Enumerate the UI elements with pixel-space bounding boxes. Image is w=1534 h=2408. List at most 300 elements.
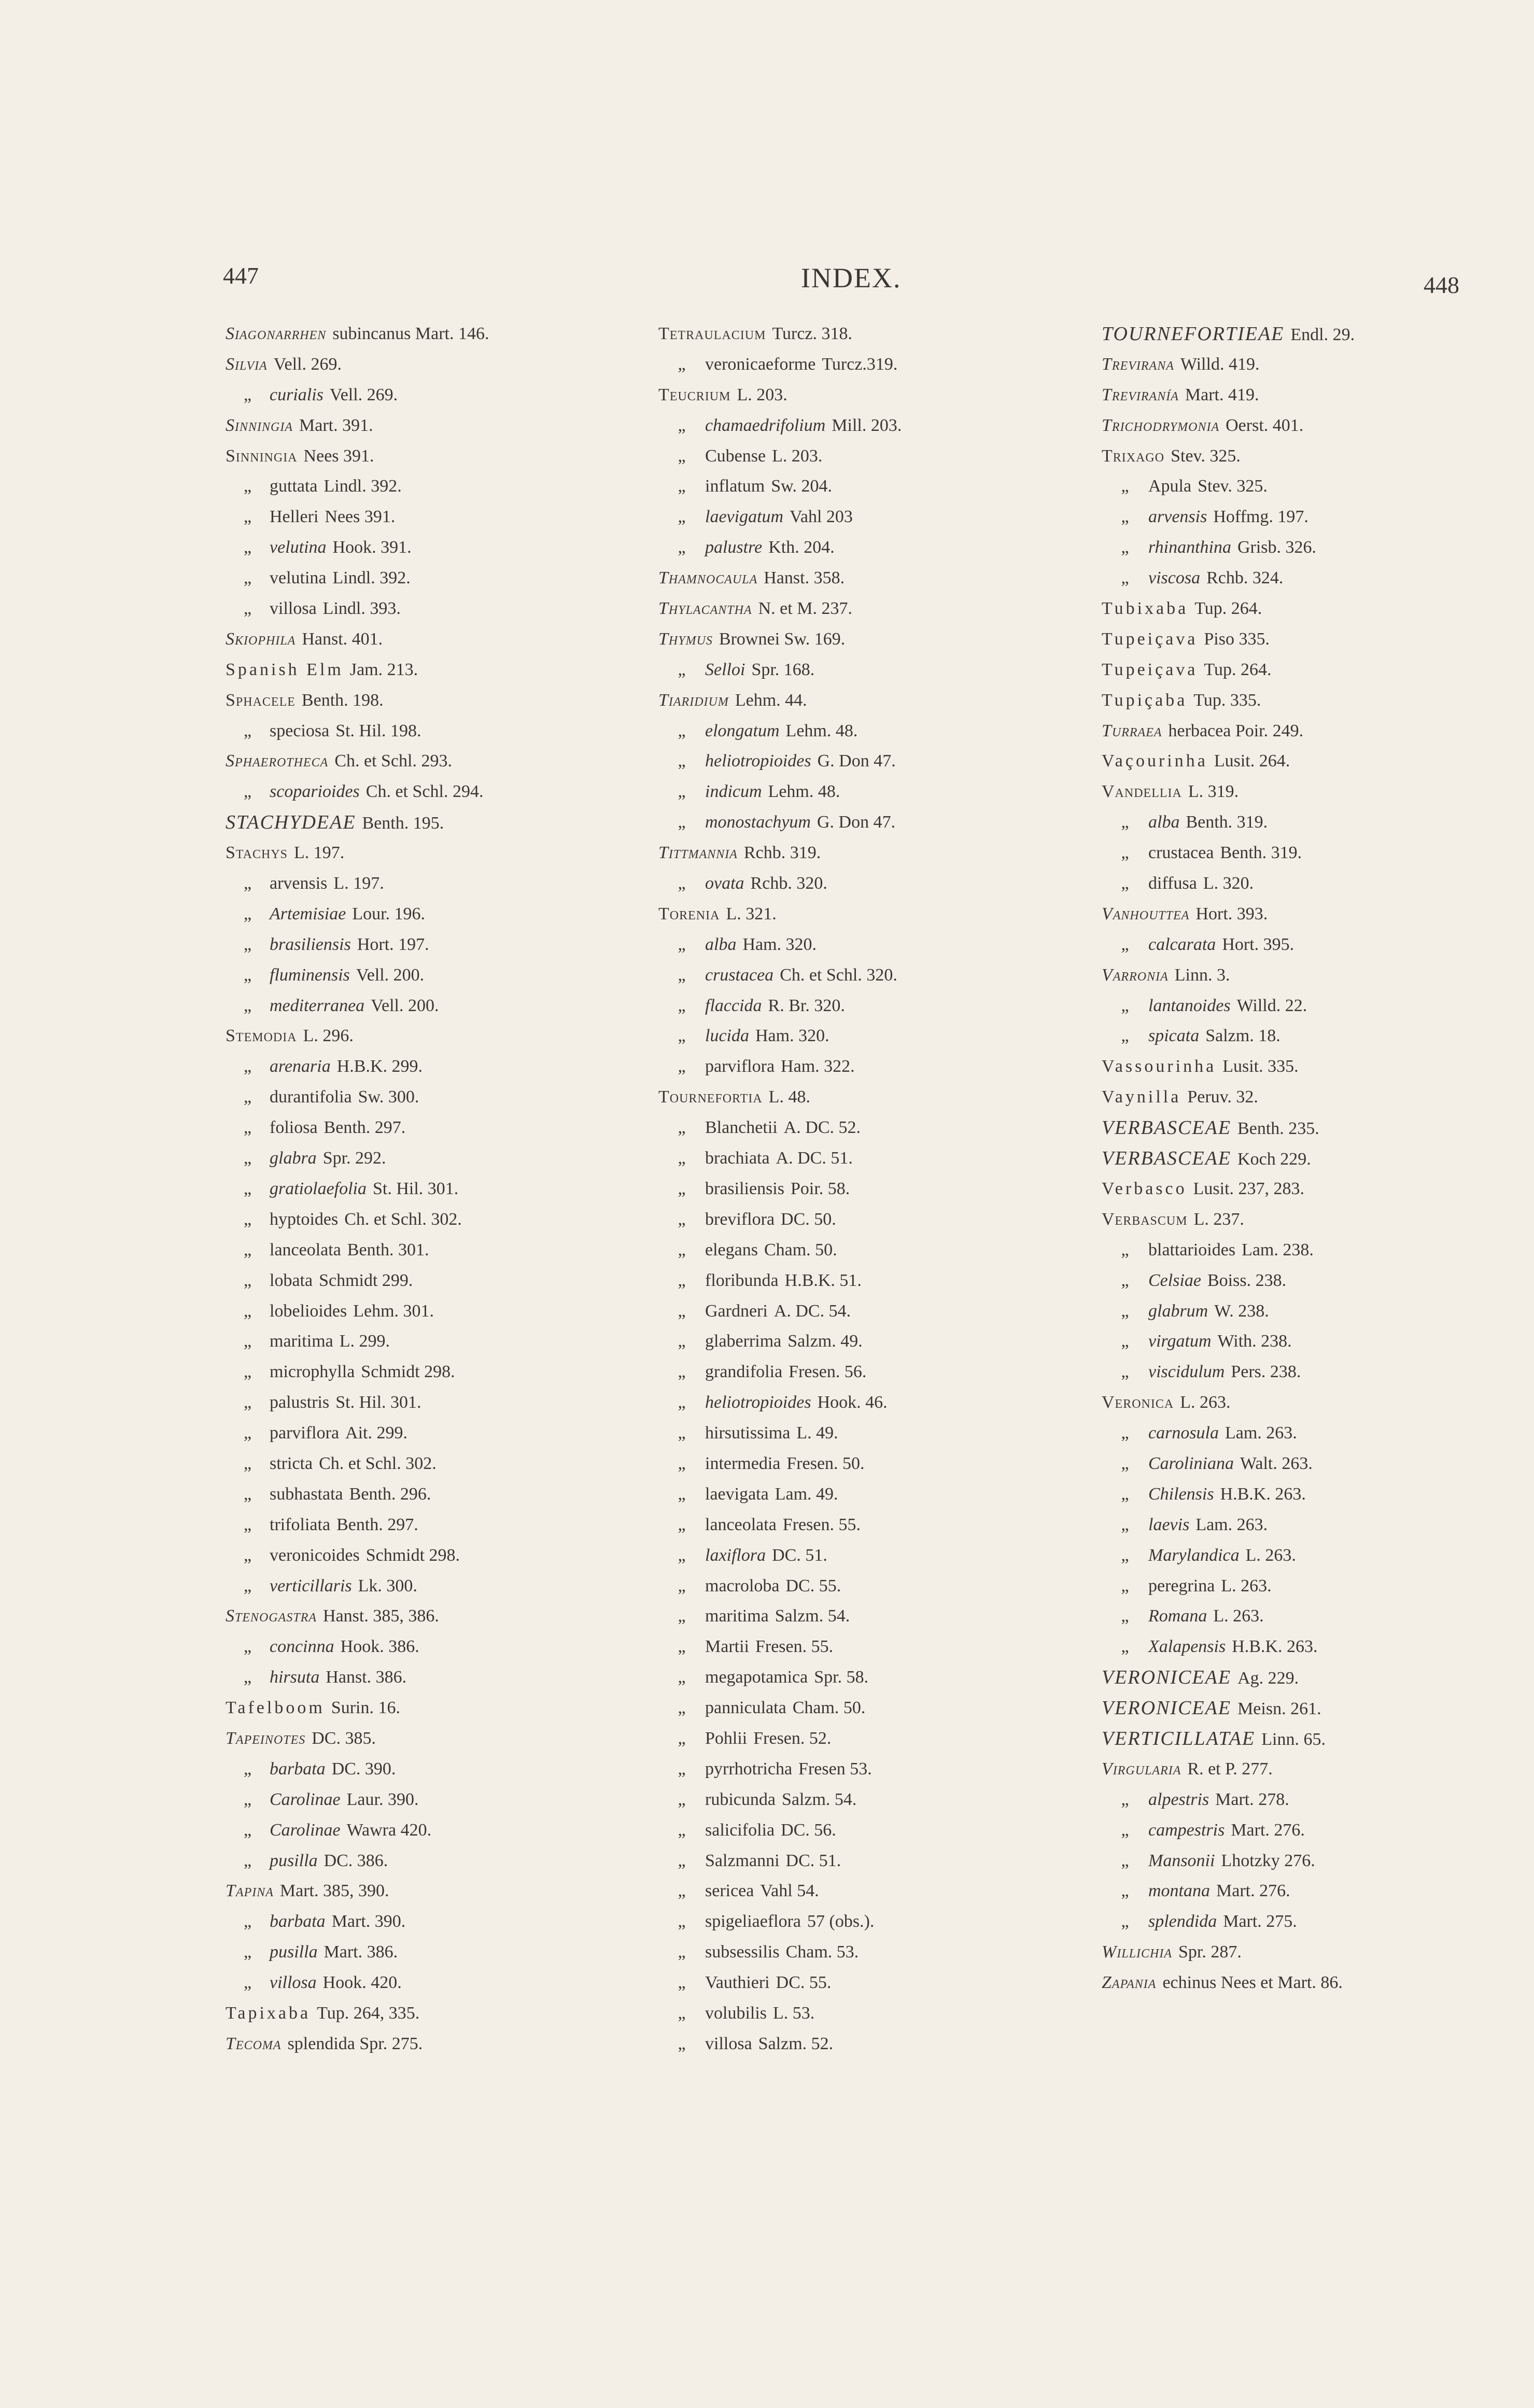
ditto-mark: „	[243, 1423, 252, 1443]
entry-name: Tiaridium	[658, 690, 729, 710]
entry-name: hirsuta	[270, 1668, 320, 1687]
entry-name: Vanhouttea	[1102, 904, 1190, 923]
entry-reference: R. et P. 277.	[1187, 1759, 1273, 1779]
entry-reference: L. 48.	[768, 1087, 810, 1107]
ditto-mark: „	[1121, 1789, 1129, 1809]
entry-reference: With. 238.	[1217, 1332, 1292, 1351]
ditto-mark: „	[1121, 1484, 1129, 1504]
entry-reference: DC. 55.	[785, 1576, 841, 1595]
entry-reference: Ch. et Schl. 302.	[344, 1209, 462, 1229]
entry-name: glabrum	[1148, 1301, 1208, 1321]
ditto-mark: „	[678, 1912, 686, 1931]
entry-name: VERBASCEAE	[1102, 1117, 1232, 1139]
ditto-mark: „	[678, 1728, 686, 1748]
ditto-mark: „	[1121, 1240, 1129, 1259]
entry-name: Vandellia	[1102, 782, 1182, 802]
index-entry	[1102, 991, 1475, 1021]
entry-reference: Benth. 198.	[301, 690, 384, 710]
entry-reference: A. DC. 54.	[773, 1301, 851, 1321]
index-entry	[226, 1693, 630, 1724]
ditto-mark: „	[1121, 1637, 1129, 1657]
index-entry	[658, 1205, 1073, 1235]
index-entry	[1102, 1968, 1475, 1998]
entry-name: indicum	[705, 782, 762, 802]
index-entry	[226, 1662, 630, 1693]
entry-name: Selloi	[705, 660, 745, 679]
entry-name: Treviranía	[1102, 385, 1179, 404]
entry-reference: Ch. et Schl. 302.	[319, 1453, 437, 1473]
entry-reference: Ch. et Schl. 320.	[780, 965, 897, 985]
ditto-mark: „	[243, 385, 252, 404]
entry-reference: Ag. 229.	[1237, 1669, 1299, 1688]
entry-reference: Fresen. 55.	[782, 1515, 861, 1534]
index-entry	[658, 838, 1073, 869]
entry-name: Trichodrymonia	[1102, 415, 1220, 435]
entry-name: Tafelboom	[226, 1698, 325, 1718]
entry-name: Trevirana	[1102, 354, 1174, 374]
entry-name: hyptoides	[270, 1209, 339, 1229]
ditto-mark: „	[678, 1332, 686, 1351]
entry-reference: Spr. 292.	[322, 1149, 386, 1168]
entry-reference: DC. 51.	[785, 1851, 841, 1870]
index-entry	[226, 838, 630, 869]
entry-reference: Salzm. 54.	[781, 1789, 857, 1809]
entry-reference: Oerst. 401.	[1226, 415, 1304, 435]
entry-reference: Hort. 197.	[357, 934, 429, 954]
index-entry	[226, 1876, 630, 1907]
entry-name: veronicaeforme	[705, 354, 816, 374]
entry-reference: R. Br. 320.	[768, 996, 845, 1015]
index-entry	[1102, 777, 1475, 807]
entry-name: rhinanthina	[1148, 538, 1231, 557]
entry-name: splendida	[1148, 1912, 1217, 1931]
index-entry	[658, 380, 1073, 411]
ditto-mark: „	[1121, 1026, 1129, 1046]
index-entry	[658, 1266, 1073, 1296]
entry-name: sericea	[705, 1881, 754, 1901]
index-entry	[1102, 1479, 1475, 1510]
entry-name: Tupeiçava	[1102, 660, 1198, 679]
index-entry	[226, 1052, 630, 1082]
entry-name: Sιαgonarrhen	[226, 324, 327, 343]
ditto-mark: „	[243, 1942, 252, 1962]
entry-reference: H.B.K. 51.	[784, 1270, 862, 1290]
ditto-mark: „	[678, 1118, 686, 1138]
entry-reference: Hort. 393.	[1195, 904, 1268, 923]
entry-reference: Linn. 65.	[1261, 1729, 1326, 1749]
entry-reference: Stev. 325.	[1171, 446, 1241, 466]
entry-reference: echinus Nees et Mart. 86.	[1162, 1973, 1343, 1993]
entry-reference: Linn. 3.	[1174, 965, 1230, 985]
entry-name: Sphacele	[226, 690, 295, 710]
index-entry	[658, 2029, 1073, 2060]
index-entry	[1102, 1449, 1475, 1479]
entry-reference: G. Don 47.	[817, 813, 896, 832]
entry-name: Caroliniana	[1148, 1453, 1234, 1473]
index-entry	[1102, 1876, 1475, 1907]
ditto-mark: „	[243, 1912, 252, 1931]
entry-name: grandifolia	[705, 1362, 783, 1382]
ditto-mark: „	[678, 1881, 686, 1901]
index-entry	[226, 991, 630, 1021]
index-entry	[658, 869, 1073, 899]
entry-name: trifoliata	[270, 1515, 331, 1534]
index-entry	[226, 563, 630, 594]
ditto-mark: „	[243, 934, 252, 954]
ditto-mark: „	[678, 1057, 686, 1076]
entry-name: maritima	[705, 1606, 769, 1626]
index-entry	[1102, 899, 1475, 930]
entry-name: Tetraulacium	[658, 324, 766, 343]
entry-name: brasiliensis	[270, 934, 351, 954]
index-entry	[226, 1846, 630, 1877]
index-entry	[658, 1326, 1073, 1357]
index-entry	[1102, 319, 1475, 349]
index-entry	[658, 1662, 1073, 1693]
entry-name: lucida	[705, 1026, 749, 1046]
entry-name: Verbasco	[1102, 1179, 1187, 1198]
index-entry	[1102, 380, 1475, 411]
index-entry	[226, 502, 630, 533]
ditto-mark: „	[678, 874, 686, 893]
entry-name: chamaedrifolium	[705, 415, 826, 435]
entry-reference: Grisb. 326.	[1237, 538, 1317, 557]
entry-name: scoparioides	[270, 782, 360, 802]
entry-reference: Mill. 203.	[832, 415, 902, 435]
entry-name: VERBASCEAE	[1102, 1147, 1232, 1170]
entry-name: Cubense	[705, 446, 766, 466]
index-entry	[1102, 411, 1475, 441]
index-entry	[226, 2029, 630, 2060]
index-entry	[1102, 441, 1475, 472]
entry-name: Torenia	[658, 904, 720, 923]
entry-name: rubicunda	[705, 1789, 776, 1809]
entry-reference: Hook. 391.	[332, 538, 412, 557]
entry-reference: L. 263.	[1180, 1393, 1231, 1412]
entry-name: Vauthieri	[705, 1973, 770, 1993]
ditto-mark: „	[243, 1209, 252, 1229]
ditto-mark: „	[243, 1057, 252, 1076]
entry-reference: Willd. 22.	[1236, 996, 1307, 1015]
entry-name: hirsutissima	[705, 1423, 791, 1443]
index-entry	[658, 1968, 1073, 1998]
index-entry	[658, 1815, 1073, 1846]
entry-reference: Ch. et Schl. 294.	[365, 782, 484, 802]
index-entry	[658, 1907, 1073, 1937]
entry-reference: Poir. 58.	[790, 1179, 850, 1198]
index-entry	[658, 1541, 1073, 1571]
index-entry	[1102, 1235, 1475, 1266]
entry-name: laevis	[1148, 1515, 1190, 1534]
entry-reference: Benth. 296.	[349, 1484, 431, 1504]
index-entry	[226, 1113, 630, 1143]
entry-name: spigeliaeflora	[705, 1912, 801, 1931]
index-entry	[1102, 1693, 1475, 1724]
entry-reference: Benth. 195.	[362, 814, 444, 833]
ditto-mark: „	[1121, 1545, 1129, 1565]
index-entry	[1102, 838, 1475, 869]
entry-name: Apula	[1148, 477, 1192, 496]
entry-name: flaccida	[705, 996, 762, 1015]
entry-reference: DC. 385.	[312, 1728, 376, 1748]
entry-name: barbata	[270, 1912, 326, 1931]
entry-name: concinna	[270, 1637, 334, 1657]
ditto-mark: „	[678, 1637, 686, 1657]
entry-reference: Benth. 297.	[323, 1118, 406, 1138]
entry-name: parviflora	[705, 1057, 775, 1076]
entry-reference: Jam. 213.	[349, 660, 418, 679]
index-entry	[658, 563, 1073, 594]
entry-name: Helleri	[270, 507, 319, 527]
entry-reference: Ch. et Schl. 293.	[334, 751, 452, 771]
index-entry	[1102, 655, 1475, 685]
index-entry	[658, 1143, 1073, 1174]
entry-reference: Lehm. 301.	[353, 1301, 434, 1321]
entry-name: palustris	[270, 1393, 330, 1412]
index-entry	[1102, 1724, 1475, 1754]
entry-name: Marylandica	[1148, 1545, 1240, 1565]
entry-name: lobelioides	[270, 1301, 347, 1321]
ditto-mark: „	[678, 813, 686, 832]
ditto-mark: „	[678, 1851, 686, 1870]
entry-reference: Fresen. 55.	[755, 1637, 834, 1657]
index-entry	[1102, 533, 1475, 563]
entry-reference: Lindl. 392.	[332, 568, 411, 588]
entry-name: breviflora	[705, 1209, 775, 1229]
entry-reference: Kth. 204.	[768, 538, 835, 557]
index-entry	[658, 655, 1073, 685]
index-entry	[226, 960, 630, 991]
ditto-mark: „	[243, 996, 252, 1015]
entry-name: foliosa	[270, 1118, 318, 1138]
entry-name: Celsiae	[1148, 1270, 1201, 1290]
entry-reference: Ham. 320.	[742, 934, 817, 954]
entry-name: blattarioides	[1148, 1240, 1236, 1259]
entry-name: Thylacantha	[658, 599, 752, 619]
ditto-mark: „	[678, 1820, 686, 1840]
entry-reference: Hook. 420.	[322, 1973, 402, 1993]
ditto-mark: „	[1121, 1423, 1129, 1443]
ditto-mark: „	[678, 507, 686, 527]
ditto-mark: „	[678, 1362, 686, 1382]
entry-name: Spanish Elm	[226, 660, 344, 679]
ditto-mark: „	[678, 1942, 686, 1962]
entry-reference: Vell. 200.	[356, 965, 425, 985]
ditto-mark: „	[243, 477, 252, 496]
entry-name: Teucrium	[658, 385, 731, 404]
ditto-mark: „	[678, 1515, 686, 1534]
entry-name: curialis	[270, 385, 323, 404]
ditto-mark: „	[678, 2003, 686, 2023]
ditto-mark: „	[678, 1149, 686, 1168]
entry-name: alba	[1148, 813, 1180, 832]
entry-name: Tapixaba	[226, 2003, 311, 2023]
ditto-mark: „	[678, 934, 686, 954]
entry-reference: L. 320.	[1203, 874, 1254, 893]
entry-reference: Lk. 300.	[358, 1576, 417, 1595]
entry-name: pyrrhotricha	[705, 1759, 793, 1779]
ditto-mark: „	[1121, 1881, 1129, 1901]
entry-name: maritima	[270, 1332, 333, 1351]
index-entry	[226, 1785, 630, 1815]
index-entry	[658, 1601, 1073, 1632]
ditto-mark: „	[243, 1545, 252, 1565]
index-entry	[658, 1632, 1073, 1662]
index-entry	[658, 746, 1073, 777]
entry-reference: Turcz. 318.	[772, 324, 853, 343]
entry-reference: Hanst. 385, 386.	[323, 1606, 439, 1626]
index-entry	[658, 1388, 1073, 1418]
index-entry	[226, 471, 630, 502]
index-entry	[226, 716, 630, 747]
entry-reference: Lehm. 44.	[735, 690, 807, 710]
entry-reference: W. 238.	[1214, 1301, 1269, 1321]
index-entry	[226, 1632, 630, 1662]
index-entry	[226, 380, 630, 411]
index-entry	[658, 1876, 1073, 1907]
entry-reference: L. 263.	[1221, 1576, 1272, 1595]
entry-reference: Willd. 419.	[1180, 354, 1260, 374]
entry-name: Carolinae	[270, 1789, 341, 1809]
entry-name: Verbascum	[1102, 1209, 1188, 1229]
entry-name: arvensis	[270, 874, 328, 893]
index-entry	[658, 1357, 1073, 1388]
index-entry	[226, 746, 630, 777]
entry-reference: Nees 391.	[303, 446, 374, 466]
entry-name: Tecoma	[226, 2034, 282, 2053]
entry-reference: subincanus Mart. 146.	[332, 324, 489, 343]
index-entry	[658, 807, 1073, 838]
entry-reference: H.B.K. 263.	[1232, 1637, 1318, 1657]
index-entry	[1102, 1113, 1475, 1143]
index-entry	[658, 533, 1073, 563]
entry-name: glaberrima	[705, 1332, 782, 1351]
entry-reference: Vell. 269.	[273, 354, 342, 374]
entry-reference: Spr. 287.	[1178, 1942, 1242, 1962]
ditto-mark: „	[1121, 813, 1129, 832]
index-entry	[658, 1449, 1073, 1479]
ditto-mark: „	[678, 1240, 686, 1259]
entry-reference: L. 203.	[737, 385, 787, 404]
index-entry	[658, 1113, 1073, 1143]
index-entry	[1102, 1601, 1475, 1632]
entry-reference: Lam. 49.	[775, 1484, 838, 1504]
index-entry	[658, 1296, 1073, 1327]
ditto-mark: „	[1121, 477, 1129, 496]
entry-name: TOURNEFORTIEAE	[1102, 323, 1285, 345]
entry-reference: Mart. 278.	[1215, 1789, 1289, 1809]
entry-reference: DC. 55.	[776, 1973, 832, 1993]
entry-reference: herbacea Poir. 249.	[1168, 721, 1304, 740]
entry-reference: Vell. 200.	[371, 996, 439, 1015]
entry-reference: Nees 391.	[325, 507, 396, 527]
entry-reference: Cham. 50.	[764, 1240, 837, 1259]
index-entry	[1102, 1266, 1475, 1296]
entry-name: Gardneri	[705, 1301, 768, 1321]
entry-name: Stemodia	[226, 1026, 297, 1046]
entry-reference: Wawra 420.	[346, 1820, 432, 1840]
entry-name: brasiliensis	[705, 1179, 784, 1198]
entry-reference: Vahl 54.	[760, 1881, 819, 1901]
entry-reference: A. DC. 51.	[776, 1149, 853, 1168]
index-entry	[226, 655, 630, 685]
index-entry	[658, 502, 1073, 533]
index-entry	[226, 1082, 630, 1113]
index-entry	[1102, 594, 1475, 624]
ditto-mark: „	[243, 507, 252, 527]
entry-name: Tapina	[226, 1881, 274, 1901]
index-entry	[658, 349, 1073, 380]
index-entry	[226, 807, 630, 838]
ditto-mark: „	[243, 721, 252, 740]
entry-name: subsessilis	[705, 1942, 780, 1962]
entry-name: Tupiçaba	[1102, 690, 1188, 710]
entry-name: microphylla	[270, 1362, 355, 1382]
index-entry	[1102, 1418, 1475, 1449]
entry-name: pusilla	[270, 1851, 318, 1870]
entry-reference: DC. 386.	[323, 1851, 388, 1870]
entry-reference: L. 197.	[333, 874, 384, 893]
entry-reference: Ait. 299.	[345, 1423, 407, 1443]
entry-reference: Vahl 203	[790, 507, 853, 527]
entry-reference: Cham. 53.	[785, 1942, 859, 1962]
entry-reference: Rchb. 320.	[750, 874, 827, 893]
index-column-2	[658, 319, 1073, 2060]
entry-reference: Rchb. 319.	[743, 843, 821, 863]
index-entry	[658, 441, 1073, 472]
entry-reference: L. 197.	[294, 843, 345, 863]
entry-reference: St. Hil. 198.	[335, 721, 421, 740]
entry-reference: Mart. 419.	[1185, 385, 1259, 404]
entry-name: Willichia	[1102, 1942, 1172, 1962]
entry-name: diffusa	[1148, 874, 1197, 893]
entry-reference: Tup. 264.	[1204, 660, 1272, 679]
ditto-mark: „	[243, 1087, 252, 1107]
entry-name: villosa	[270, 599, 317, 619]
index-entry	[226, 319, 630, 349]
index-entry	[1102, 1662, 1475, 1693]
entry-name: VERONICEAE	[1102, 1697, 1232, 1719]
index-entry	[1102, 960, 1475, 991]
entry-reference: Turcz.319.	[822, 354, 898, 374]
ditto-mark: „	[1121, 874, 1129, 893]
entry-name: heliotropioides	[705, 751, 811, 771]
ditto-mark: „	[243, 904, 252, 923]
entry-name: Sphaerotheca	[226, 751, 329, 771]
entry-reference: DC. 390.	[331, 1759, 396, 1779]
index-entry	[1102, 1082, 1475, 1113]
index-entry	[1102, 1388, 1475, 1418]
ditto-mark: „	[678, 477, 686, 496]
ditto-mark: „	[1121, 843, 1129, 863]
index-entry	[1102, 1052, 1475, 1082]
entry-reference: Hoffmg. 197.	[1213, 507, 1308, 527]
ditto-mark: „	[1121, 1301, 1129, 1321]
index-entry	[226, 869, 630, 899]
index-entry	[658, 1082, 1073, 1113]
entry-reference: Meisn. 261.	[1237, 1699, 1321, 1719]
index-entry	[226, 1418, 630, 1449]
entry-name: palustre	[705, 538, 763, 557]
index-entry	[658, 1724, 1073, 1754]
page-header	[0, 262, 1534, 303]
entry-name: Turraea	[1102, 721, 1162, 740]
entry-name: megapotamica	[705, 1668, 808, 1687]
index-entry	[1102, 471, 1475, 502]
index-entry	[658, 411, 1073, 441]
ditto-mark: „	[678, 782, 686, 802]
ditto-mark: „	[243, 1393, 252, 1412]
